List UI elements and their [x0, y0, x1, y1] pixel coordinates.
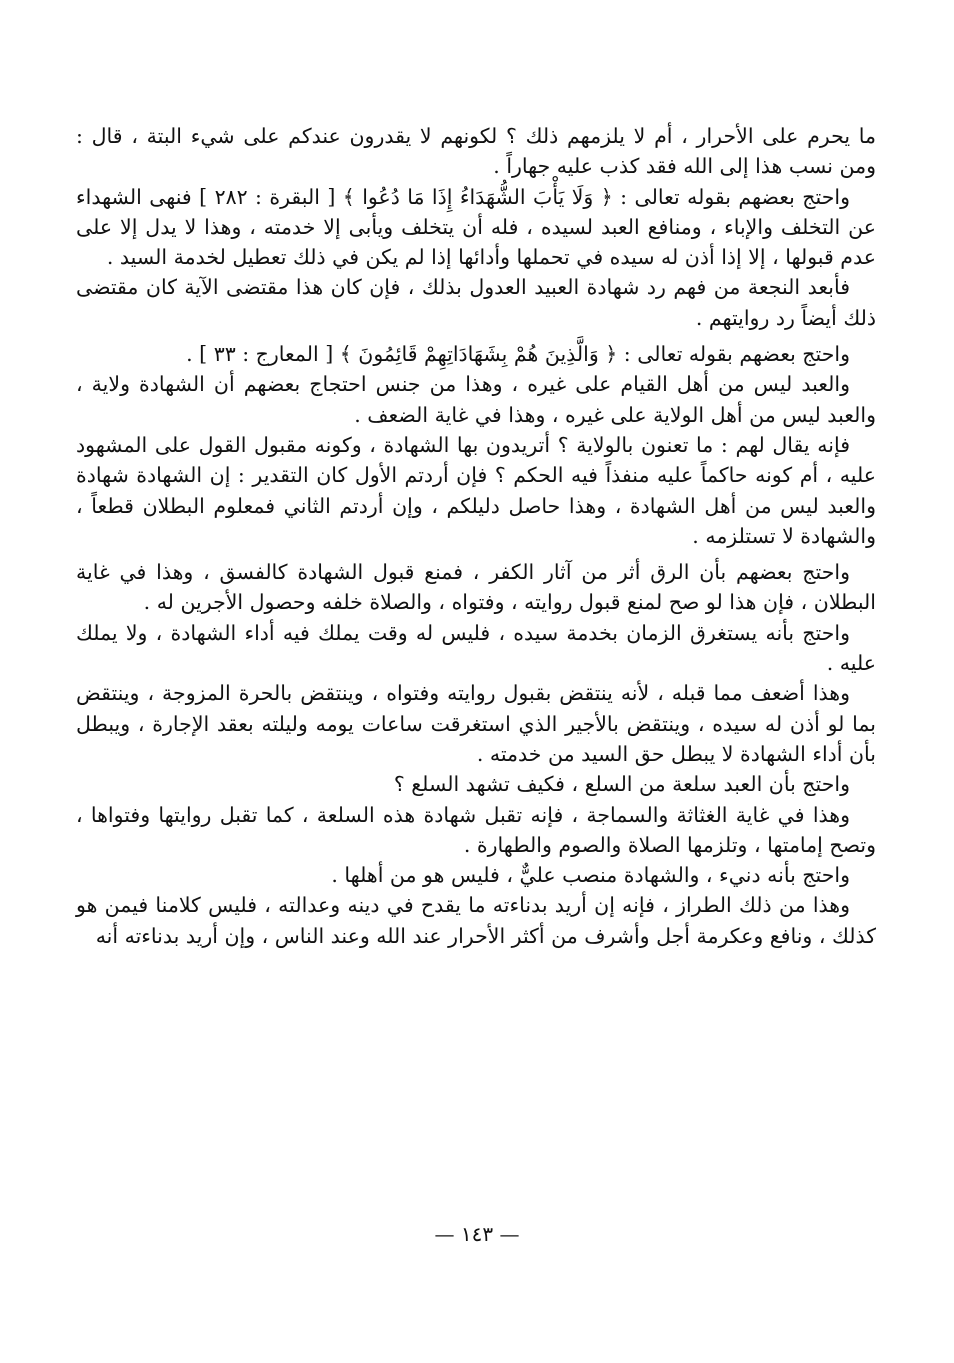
paragraph-service-time: واحتج بأنه يستغرق الزمان بخدمة سيده ، فليس له وقت يملك فيه أداء الشهادة ، ولا يملك عليه .	[76, 620, 876, 676]
paragraph-lowliness-reply: وهذا من ذلك الطراز ، فإنه إن أريد بدناءته ما يقدح في دينه وعدالته ، فليس كلامنا فيمن هو كذلك ، ونافع وعكرمة أجل وأشرف من أكثر الأحرار عند الله وعند الناس ، وإن أريد بدناءته أنه	[76, 893, 876, 948]
paragraph-service-reply: وهذا أضعف مما قبله ، لأنه ينتقض بقبول روايته وفتواه ، وينتقض بالحرة المزوجة ، وينتقض بما لو أذن له سيده ، وينتقض بالأجير الذي استغرقت ساعات يومه وليلته بعقد الإجارة ، ويبطل بأن أداء الشهادة لا يبطل حق السيد من خدمته .	[76, 681, 876, 766]
paragraph-lowliness-argument: واحتج بأنه دنيء ، والشهادة منصب عليٌّ ، فليس هو من أهلها .	[331, 863, 850, 888]
body-text	[76, 121, 876, 951]
paragraph-reply-verse: فأبعد النجعة من فهم رد شهادة العبيد العدول بذلك ، فإن كان هذا مقتضى الآية كان مقتضى ذلك أيضاً رد روايتهم .	[76, 275, 876, 330]
paragraph-slavery-disbelief: واحتج بعضهم بأن الرق أثر من آثار الكفر ، فمنع قبول الشهادة كالفسق ، وهذا في غاية البطلان ، فإن هذا لو صح لمنع قبول روايته ، وفتواه ، والصلاة خلفه وحصول الأجرين له .	[76, 560, 876, 615]
paragraph-maarij-verse: واحتج بعضهم بقوله تعالى : ﴿ وَالَّذِينَ هُمْ بِشَهَادَاتِهِمْ قَائِمُونَ ﴾ [ المعارج : ٣٣ ] .	[186, 342, 850, 367]
paragraph-commodity-argument: واحتج بأن العبد سلعة من السلع ، فكيف تشهد السلع ؟	[393, 772, 850, 797]
page-number: — ١٤٣ —	[434, 1222, 520, 1246]
paragraph-baqara-verse: واحتج بعضهم بقوله تعالى : ﴿ وَلَا يَأْبَ الشُّهَدَاءُ إِذَا مَا دُعُوا ﴾ [ البقرة : ٢٨٢ ] فنهى الشهداء عن التخلف والإباء ، ومنافع العبد لسيده ، فله أن يتخلف ويأبى إلا خدمته ، وهذا لا يدل إلا على عدم قبولها ، إلا إذا أذن له سيده في تحملها وأدائها إذا لم يكن في ذلك تعطيل لخدمة السيد .	[76, 184, 876, 270]
paragraph-continuation: ما يحرم على الأحرار ، أم لا يلزمهم ذلك ؟ لكونهم لا يقدرون عندكم على شيء البتة ، قال : ومن نسب هذا إلى الله فقد كذب عليه جهاراً .	[76, 124, 876, 179]
paragraph-guardianship-reply: فإنه يقال لهم : ما تعنون بالولاية ؟ أتريدون بها الشهادة ، وكونه مقبول القول على المشهود عليه ، أم كونه حاكماً عليه منفذاً فيه الحكم ؟ فإن أردتم الأول كان التقدير : إن الشهادة شهادة والعبد ليس من أهل الشهادة ، وهذا حاصل دليلكم ، وإن أردتم الثاني فمعلوم البطلان قطعاً ، والشهادة لا تستلزمه .	[76, 432, 876, 548]
paragraph-guardianship-argument: والعبد ليس من أهل القيام على غيره ، وهذا من جنس احتجاج بعضهم أن الشهادة ولاية ، والعبد ليس من أهل الولاية على غيره ، وهذا في غاية الضعف .	[76, 372, 876, 427]
paragraph-commodity-reply: وهذا في غاية الغثاثة والسماجة ، فإنه تقبل شهادة هذه السلعة ، كما تقبل روايتها وفتواها ، وتصح إمامتها ، وتلزمها الصلاة والصوم والطهارة .	[76, 802, 876, 857]
